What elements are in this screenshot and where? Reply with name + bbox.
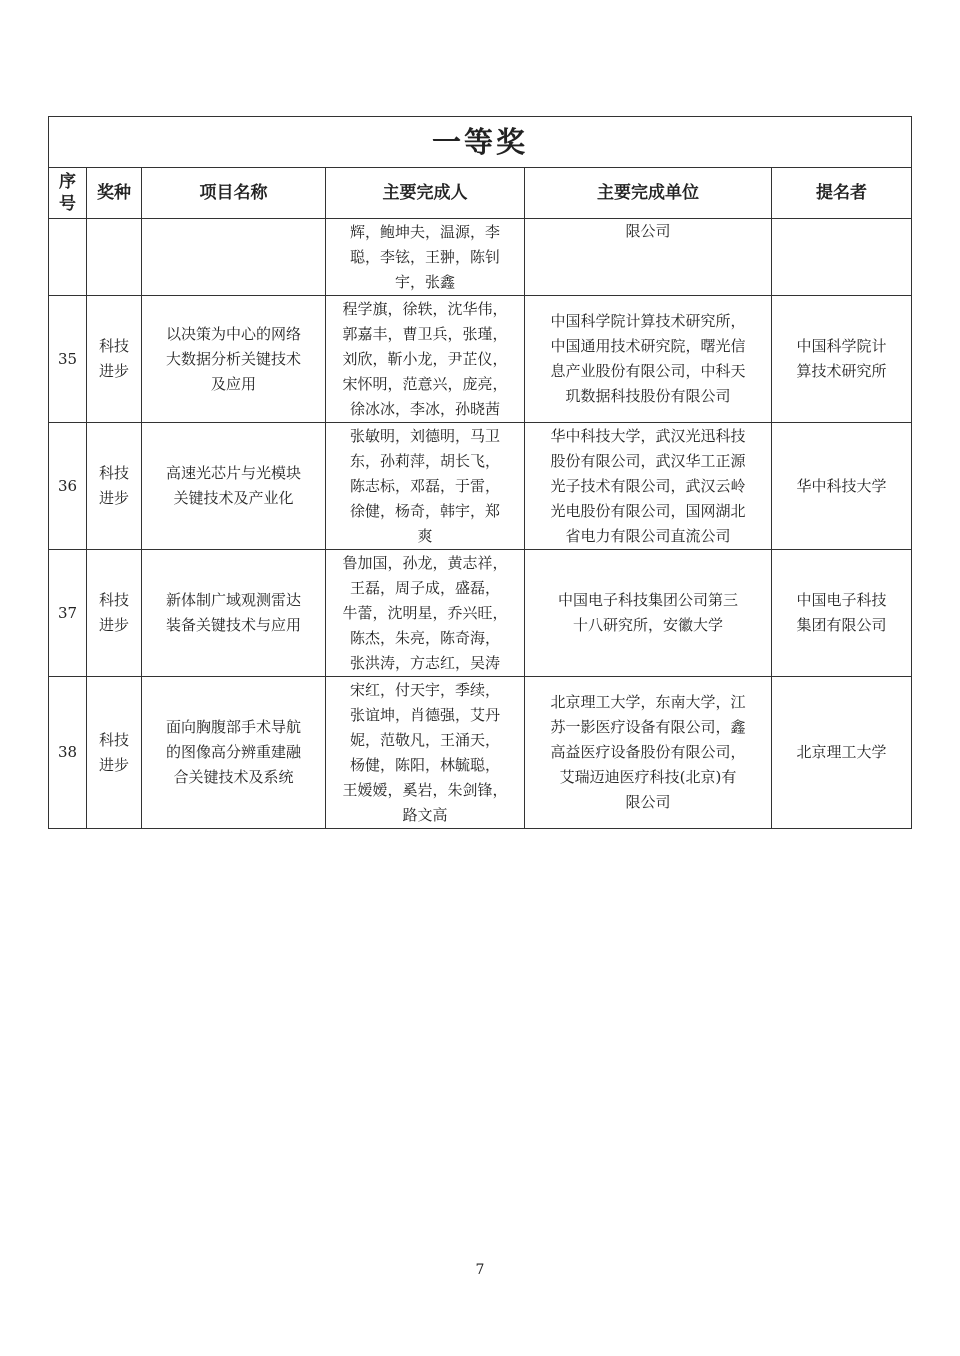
cell-nominator: 北京理工大学 [772, 677, 912, 829]
table-row [49, 296, 912, 423]
cell-award-type: 科技 进步 [87, 550, 142, 677]
cell-nominator: 中国科学院计 算技术研究所 [772, 296, 912, 423]
cell-units: 中国电子科技集团公司第三 十八研究所，安徽大学 [525, 550, 772, 677]
cell-contributors: 宋红，付天宇，季续， 张谊坤，肖德强，艾丹 妮，范敬凡，王涌天， 杨健，陈阳，林毓聪， 王嫒嫒，奚岩，朱剑锋， 路文高 [326, 677, 525, 829]
cell-project-name: 新体制广域观测雷达 装备关键技术与应用 [142, 550, 326, 677]
header-seq: 序 号 [49, 168, 87, 219]
cell-seq: 36 [49, 423, 87, 550]
header-project-name: 项目名称 [142, 168, 326, 219]
cell-award-type: 科技 进步 [87, 296, 142, 423]
table-row [49, 423, 912, 550]
cell-nominator [772, 219, 912, 296]
cell-contributors: 鲁加国，孙龙，黄志祥， 王磊，周子成，盛磊， 牛蕾，沈明星，乔兴旺， 陈杰，朱亮，陈奇海， 张洪涛，方志红，吴涛 [326, 550, 525, 677]
cell-units: 中国科学院计算技术研究所， 中国通用技术研究院，曙光信 息产业股份有限公司，中科天 玑数据科技股份有限公司 [525, 296, 772, 423]
award-table [48, 116, 912, 829]
cell-award-type: 科技 进步 [87, 423, 142, 550]
cell-seq [49, 219, 87, 296]
cell-award-type: 科技 进步 [87, 677, 142, 829]
award-level-title: 一等奖 [49, 117, 912, 168]
table-row-continued [49, 219, 912, 296]
cell-contributors: 程学旗，徐轶，沈华伟， 郭嘉丰，曹卫兵，张瑾， 刘欣，靳小龙，尹芷仪， 宋怀明，范意兴，庞亮， 徐冰冰，李冰，孙晓茜 [326, 296, 525, 423]
cell-nominator: 中国电子科技 集团有限公司 [772, 550, 912, 677]
cell-project-name: 面向胸腹部手术导航 的图像高分辨重建融 合关键技术及系统 [142, 677, 326, 829]
cell-seq: 38 [49, 677, 87, 829]
header-award-type: 奖种 [87, 168, 142, 219]
header-nominator: 提名者 [772, 168, 912, 219]
cell-units: 北京理工大学，东南大学，江 苏一影医疗设备有限公司，鑫 高益医疗设备股份有限公司， 艾瑞迈迪医疗科技(北京)有 限公司 [525, 677, 772, 829]
table-row [49, 677, 912, 829]
cell-seq: 35 [49, 296, 87, 423]
cell-award-type [87, 219, 142, 296]
cell-project-name [142, 219, 326, 296]
cell-contributors: 辉，鲍坤夫，温源，李 聪，李铉，王翀，陈钊 宇，张鑫 [326, 219, 525, 296]
table-row [49, 550, 912, 677]
cell-units: 限公司 [525, 219, 772, 296]
cell-seq: 37 [49, 550, 87, 677]
page-number: 7 [475, 1262, 485, 1278]
cell-nominator: 华中科技大学 [772, 423, 912, 550]
header-main-contributors: 主要完成人 [326, 168, 525, 219]
cell-units: 华中科技大学，武汉光迅科技 股份有限公司，武汉华工正源 光子技术有限公司，武汉云岭 光电股份有限公司，国网湖北 省电力有限公司直流公司 [525, 423, 772, 550]
header-main-units: 主要完成单位 [525, 168, 772, 219]
cell-project-name: 以决策为中心的网络 大数据分析关键技术 及应用 [142, 296, 326, 423]
cell-contributors: 张敏明，刘德明，马卫 东，孙莉萍，胡长飞， 陈志标，邓磊，于雷， 徐健，杨奇，韩宇，郑 爽 [326, 423, 525, 550]
header-row [49, 168, 912, 219]
cell-project-name: 高速光芯片与光模块 关键技术及产业化 [142, 423, 326, 550]
